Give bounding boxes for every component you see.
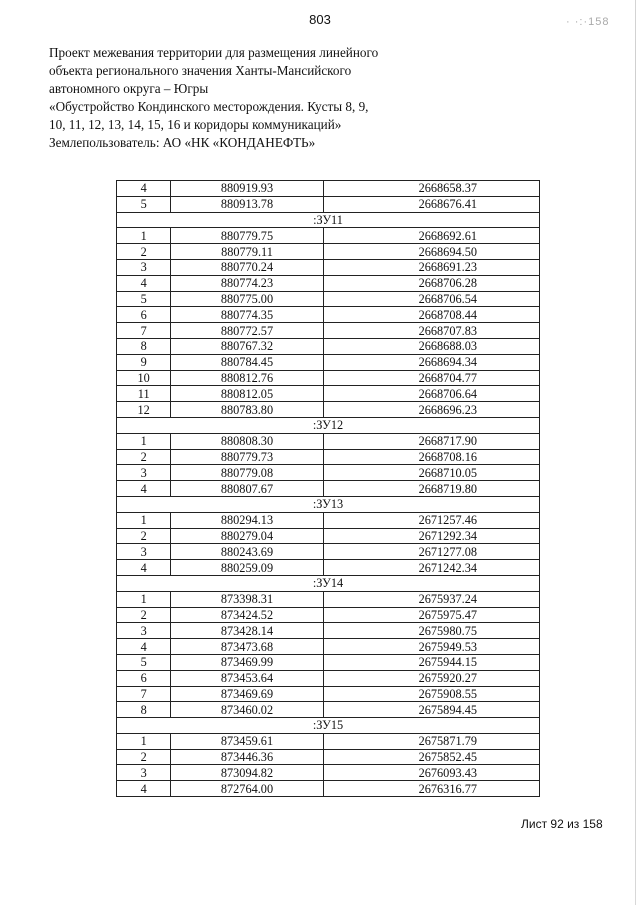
page-number: 803 <box>309 12 331 27</box>
x-coordinate-cell: 880779.73 <box>171 449 323 465</box>
x-coordinate-cell: 873428.14 <box>171 623 323 639</box>
point-number-cell: 1 <box>117 733 171 749</box>
x-coordinate-cell: 880772.57 <box>171 323 323 339</box>
x-coordinate-cell: 880243.69 <box>171 544 323 560</box>
x-coordinate-cell: 872764.00 <box>171 781 323 797</box>
table-row <box>117 528 540 544</box>
x-coordinate-cell: 880779.11 <box>171 244 323 260</box>
y-coordinate-cell: 2668708.16 <box>323 449 539 465</box>
y-coordinate-cell: 2668688.03 <box>323 338 539 354</box>
table-row <box>117 781 540 797</box>
x-coordinate-cell: 873473.68 <box>171 639 323 655</box>
x-coordinate-cell: 880294.13 <box>171 512 323 528</box>
x-coordinate-cell: 873446.36 <box>171 749 323 765</box>
y-coordinate-cell: 2668717.90 <box>323 433 539 449</box>
x-coordinate-cell: 880774.35 <box>171 307 323 323</box>
y-coordinate-cell: 2676316.77 <box>323 781 539 797</box>
point-number-cell: 4 <box>117 639 171 655</box>
point-number-cell: 3 <box>117 259 171 275</box>
section-row <box>117 575 540 591</box>
section-label: :ЗУ12 <box>117 417 540 433</box>
y-coordinate-cell: 2675871.79 <box>323 733 539 749</box>
section-label: :ЗУ15 <box>117 718 540 734</box>
table-row <box>117 338 540 354</box>
point-number-cell: 10 <box>117 370 171 386</box>
table-row <box>117 654 540 670</box>
y-coordinate-cell: 2675975.47 <box>323 607 539 623</box>
x-coordinate-cell: 873460.02 <box>171 702 323 718</box>
header-line: 10, 11, 12, 13, 14, 15, 16 и коридоры коммуникаций» <box>49 117 342 132</box>
document-header <box>49 44 379 152</box>
section-label: :ЗУ13 <box>117 496 540 512</box>
x-coordinate-cell: 873459.61 <box>171 733 323 749</box>
x-coordinate-cell: 873398.31 <box>171 591 323 607</box>
y-coordinate-cell: 2668692.61 <box>323 228 539 244</box>
coordinates-table <box>116 180 540 797</box>
scan-edge <box>635 0 636 905</box>
x-coordinate-cell: 880779.75 <box>171 228 323 244</box>
point-number-cell: 7 <box>117 323 171 339</box>
point-number-cell: 11 <box>117 386 171 402</box>
point-number-cell: 8 <box>117 702 171 718</box>
y-coordinate-cell: 2671242.34 <box>323 560 539 576</box>
table-row <box>117 259 540 275</box>
y-coordinate-cell: 2668694.50 <box>323 244 539 260</box>
table-row <box>117 544 540 560</box>
table-row <box>117 623 540 639</box>
header-line: Проект межевания территории для размещения линейного <box>49 45 379 60</box>
y-coordinate-cell: 2675894.45 <box>323 702 539 718</box>
point-number-cell: 5 <box>117 196 171 212</box>
table-row <box>117 686 540 702</box>
coordinates-table-body <box>117 181 540 797</box>
header-line: «Обустройство Кондинского месторождения. Кусты 8, 9, <box>49 99 369 114</box>
x-coordinate-cell: 880913.78 <box>171 196 323 212</box>
sheet-number: Лист 92 из 158 <box>521 817 603 831</box>
point-number-cell: 4 <box>117 781 171 797</box>
x-coordinate-cell: 880812.76 <box>171 370 323 386</box>
point-number-cell: 6 <box>117 307 171 323</box>
point-number-cell: 1 <box>117 228 171 244</box>
point-number-cell: 2 <box>117 449 171 465</box>
y-coordinate-cell: 2668676.41 <box>323 196 539 212</box>
point-number-cell: 1 <box>117 512 171 528</box>
x-coordinate-cell: 873453.64 <box>171 670 323 686</box>
y-coordinate-cell: 2675944.15 <box>323 654 539 670</box>
table-row <box>117 639 540 655</box>
table-row <box>117 591 540 607</box>
x-coordinate-cell: 880259.09 <box>171 560 323 576</box>
y-coordinate-cell: 2676093.43 <box>323 765 539 781</box>
y-coordinate-cell: 2668707.83 <box>323 323 539 339</box>
table-row <box>117 244 540 260</box>
point-number-cell: 4 <box>117 481 171 497</box>
x-coordinate-cell: 873469.99 <box>171 654 323 670</box>
y-coordinate-cell: 2668704.77 <box>323 370 539 386</box>
y-coordinate-cell: 2675937.24 <box>323 591 539 607</box>
table-row <box>117 449 540 465</box>
y-coordinate-cell: 2668710.05 <box>323 465 539 481</box>
table-row <box>117 465 540 481</box>
table-row <box>117 733 540 749</box>
y-coordinate-cell: 2668719.80 <box>323 481 539 497</box>
table-row <box>117 702 540 718</box>
x-coordinate-cell: 880807.67 <box>171 481 323 497</box>
y-coordinate-cell: 2675852.45 <box>323 749 539 765</box>
point-number-cell: 6 <box>117 670 171 686</box>
y-coordinate-cell: 2668691.23 <box>323 259 539 275</box>
point-number-cell: 8 <box>117 338 171 354</box>
table-row <box>117 275 540 291</box>
point-number-cell: 4 <box>117 560 171 576</box>
table-row <box>117 560 540 576</box>
point-number-cell: 2 <box>117 244 171 260</box>
table-row <box>117 607 540 623</box>
x-coordinate-cell: 880783.80 <box>171 402 323 418</box>
stamp-number: · ·:·158 <box>566 16 610 28</box>
y-coordinate-cell: 2675908.55 <box>323 686 539 702</box>
header-line: Землепользователь: АО «НК «КОНДАНЕФТЬ» <box>49 135 316 150</box>
x-coordinate-cell: 880812.05 <box>171 386 323 402</box>
table-row <box>117 765 540 781</box>
point-number-cell: 4 <box>117 181 171 197</box>
x-coordinate-cell: 873469.69 <box>171 686 323 702</box>
point-number-cell: 2 <box>117 607 171 623</box>
table-row <box>117 370 540 386</box>
x-coordinate-cell: 873094.82 <box>171 765 323 781</box>
x-coordinate-cell: 873424.52 <box>171 607 323 623</box>
y-coordinate-cell: 2668694.34 <box>323 354 539 370</box>
y-coordinate-cell: 2668706.54 <box>323 291 539 307</box>
y-coordinate-cell: 2675949.53 <box>323 639 539 655</box>
x-coordinate-cell: 880779.08 <box>171 465 323 481</box>
y-coordinate-cell: 2675980.75 <box>323 623 539 639</box>
table-row <box>117 670 540 686</box>
point-number-cell: 5 <box>117 291 171 307</box>
point-number-cell: 1 <box>117 591 171 607</box>
table-row <box>117 386 540 402</box>
x-coordinate-cell: 880279.04 <box>171 528 323 544</box>
point-number-cell: 12 <box>117 402 171 418</box>
point-number-cell: 3 <box>117 465 171 481</box>
y-coordinate-cell: 2671277.08 <box>323 544 539 560</box>
header-line: автономного округа – Югры <box>49 81 209 96</box>
y-coordinate-cell: 2668658.37 <box>323 181 539 197</box>
table-row <box>117 323 540 339</box>
point-number-cell: 5 <box>117 654 171 670</box>
y-coordinate-cell: 2675920.27 <box>323 670 539 686</box>
table-row <box>117 196 540 212</box>
x-coordinate-cell: 880774.23 <box>171 275 323 291</box>
section-row <box>117 718 540 734</box>
table-row <box>117 307 540 323</box>
y-coordinate-cell: 2671257.46 <box>323 512 539 528</box>
x-coordinate-cell: 880919.93 <box>171 181 323 197</box>
y-coordinate-cell: 2668696.23 <box>323 402 539 418</box>
point-number-cell: 2 <box>117 528 171 544</box>
y-coordinate-cell: 2671292.34 <box>323 528 539 544</box>
x-coordinate-cell: 880784.45 <box>171 354 323 370</box>
x-coordinate-cell: 880775.00 <box>171 291 323 307</box>
y-coordinate-cell: 2668706.28 <box>323 275 539 291</box>
point-number-cell: 9 <box>117 354 171 370</box>
section-row <box>117 496 540 512</box>
x-coordinate-cell: 880767.32 <box>171 338 323 354</box>
header-line: объекта регионального значения Ханты-Мансийского <box>49 63 352 78</box>
point-number-cell: 3 <box>117 765 171 781</box>
table-row <box>117 181 540 197</box>
table-row <box>117 749 540 765</box>
section-row <box>117 212 540 228</box>
section-label: :ЗУ14 <box>117 575 540 591</box>
table-row <box>117 291 540 307</box>
section-label: :ЗУ11 <box>117 212 540 228</box>
point-number-cell: 3 <box>117 623 171 639</box>
point-number-cell: 1 <box>117 433 171 449</box>
table-row <box>117 228 540 244</box>
table-row <box>117 481 540 497</box>
point-number-cell: 4 <box>117 275 171 291</box>
table-row <box>117 512 540 528</box>
x-coordinate-cell: 880770.24 <box>171 259 323 275</box>
point-number-cell: 7 <box>117 686 171 702</box>
point-number-cell: 2 <box>117 749 171 765</box>
section-row <box>117 417 540 433</box>
table-row <box>117 433 540 449</box>
x-coordinate-cell: 880808.30 <box>171 433 323 449</box>
table-row <box>117 354 540 370</box>
y-coordinate-cell: 2668706.64 <box>323 386 539 402</box>
y-coordinate-cell: 2668708.44 <box>323 307 539 323</box>
table-row <box>117 402 540 418</box>
point-number-cell: 3 <box>117 544 171 560</box>
